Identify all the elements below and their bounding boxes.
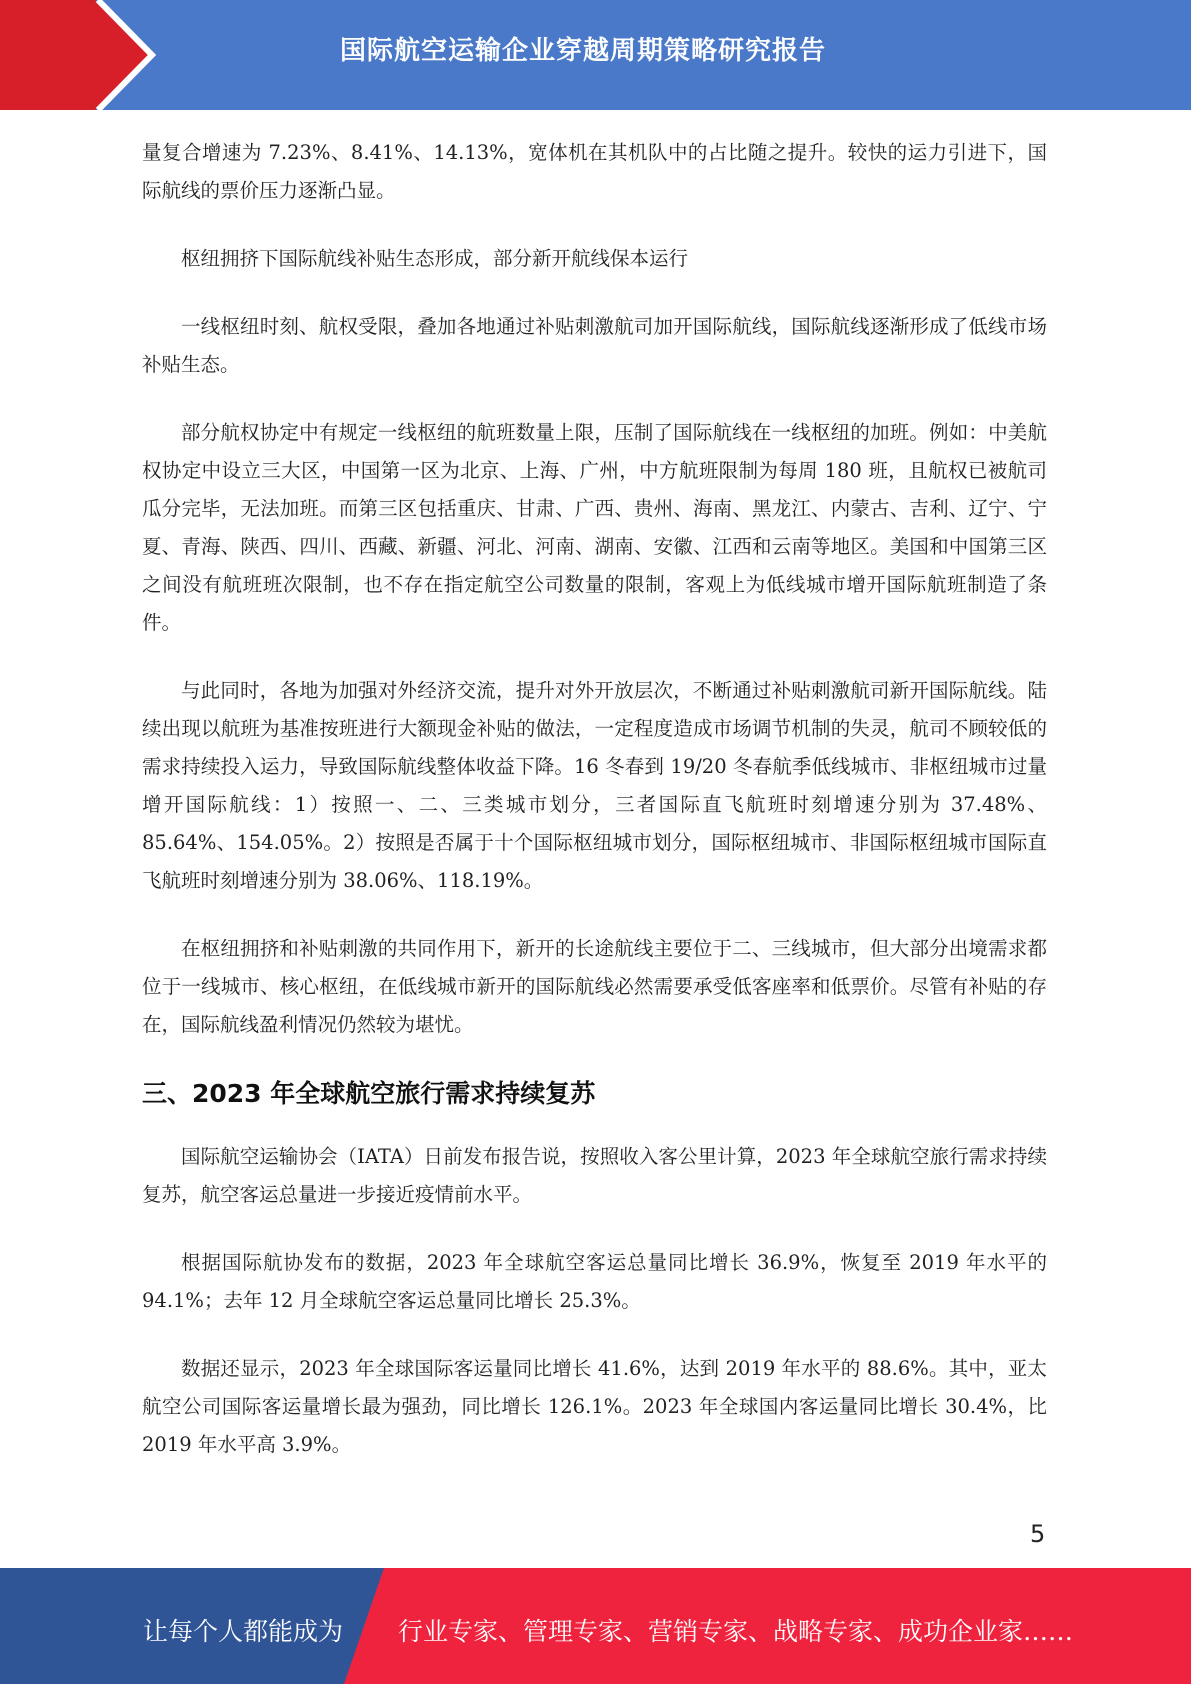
paragraph: 量复合增速为 7.23%、8.41%、14.13%，宽体机在其机队中的占比随之提升。较快的运力引进下，国际航线的票价压力逐渐凸显。 — [142, 141, 1047, 202]
paragraph: 部分航权协定中有规定一线枢纽的航班数量上限，压制了国际航线在一线枢纽的加班。例如：中美航权协定中设立三大区，中国第一区为北京、上海、广州，中方航班限制为每周 180 班，且航权已被航司瓜分完毕，无法加班。而第三区包括重庆、甘肃、广西、贵州、海南、黑龙江、内蒙古、吉利、辽宁、宁夏、青海、陕西、四川、西藏、新疆、河北、河南、湖南、安徽、江西和云南等地区。美国和中国第三区之间没有航班班次限制，也不存在指定航空公司数量的限制，客观上为低线城市增开国际航班制造了条件。 — [142, 421, 1047, 634]
section-heading: 三、2023 年全球航空旅行需求持续复苏 — [142, 1079, 596, 1108]
report-title: 国际航空运输企业穿越周期策略研究报告 — [340, 36, 827, 66]
paragraph: 国际航空运输协会（IATA）日前发布报告说，按照收入客公里计算，2023 年全球航空旅行需求持续复苏，航空客运总量进一步接近疫情前水平。 — [142, 1145, 1047, 1206]
page-number: 5 — [1030, 1520, 1046, 1548]
paragraph: 在枢纽拥挤和补贴刺激的共同作用下，新开的长途航线主要位于二、三线城市，但大部分出境需求都位于一线城市、核心枢纽，在低线城市新开的国际航线必然需要承受低客座率和低票价。尽管有补贴的存在，国际航线盈利情况仍然较为堪忧。 — [142, 937, 1047, 1036]
page-header — [0, 0, 1191, 110]
subsection-title: 枢纽拥挤下国际航线补贴生态形成，部分新开航线保本运行 — [181, 247, 689, 270]
footer-slogan-left: 让每个人都能成为 — [143, 1617, 344, 1646]
main-content — [142, 134, 1047, 1494]
footer-slogan-right: 行业专家、管理专家、营销专家、战略专家、成功企业家…… — [398, 1617, 1074, 1646]
paragraph: 与此同时，各地为加强对外经济交流，提升对外开放层次，不断通过补贴刺激航司新开国际航线。陆续出现以航班为基准按班进行大额现金补贴的做法，一定程度造成市场调节机制的失灵，航司不顾较低的需求持续投入运力，导致国际航线整体收益下降。16 冬春到 19/20 冬春航季低线城市、非枢纽城市过量增开国际航线：1）按照一、二、三类城市划分，三者国际直飞航班时刻增速分别为 37.48%、85.64%、154.05%。2）按照是否属于十个国际枢纽城市划分，国际枢纽城市、非国际枢纽城市国际直飞航班时刻增速分别为 38.06%、118.19%。 — [142, 679, 1047, 892]
paragraph: 一线枢纽时刻、航权受限，叠加各地通过补贴刺激航司加开国际航线，国际航线逐渐形成了低线市场补贴生态。 — [142, 315, 1047, 376]
paragraph: 根据国际航协发布的数据，2023 年全球航空客运总量同比增长 36.9%，恢复至 2019 年水平的 94.1%；去年 12 月全球航空客运总量同比增长 25.3%。 — [142, 1251, 1047, 1312]
page-footer — [0, 1568, 1191, 1684]
paragraph: 数据还显示，2023 年全球国际客运量同比增长 41.6%，达到 2019 年水平的 88.6%。其中，亚太航空公司国际客运量增长最为强劲，同比增长 126.1%。2023 年全球国内客运量同比增长 30.4%，比 2019 年水平高 3.9%。 — [142, 1357, 1047, 1456]
